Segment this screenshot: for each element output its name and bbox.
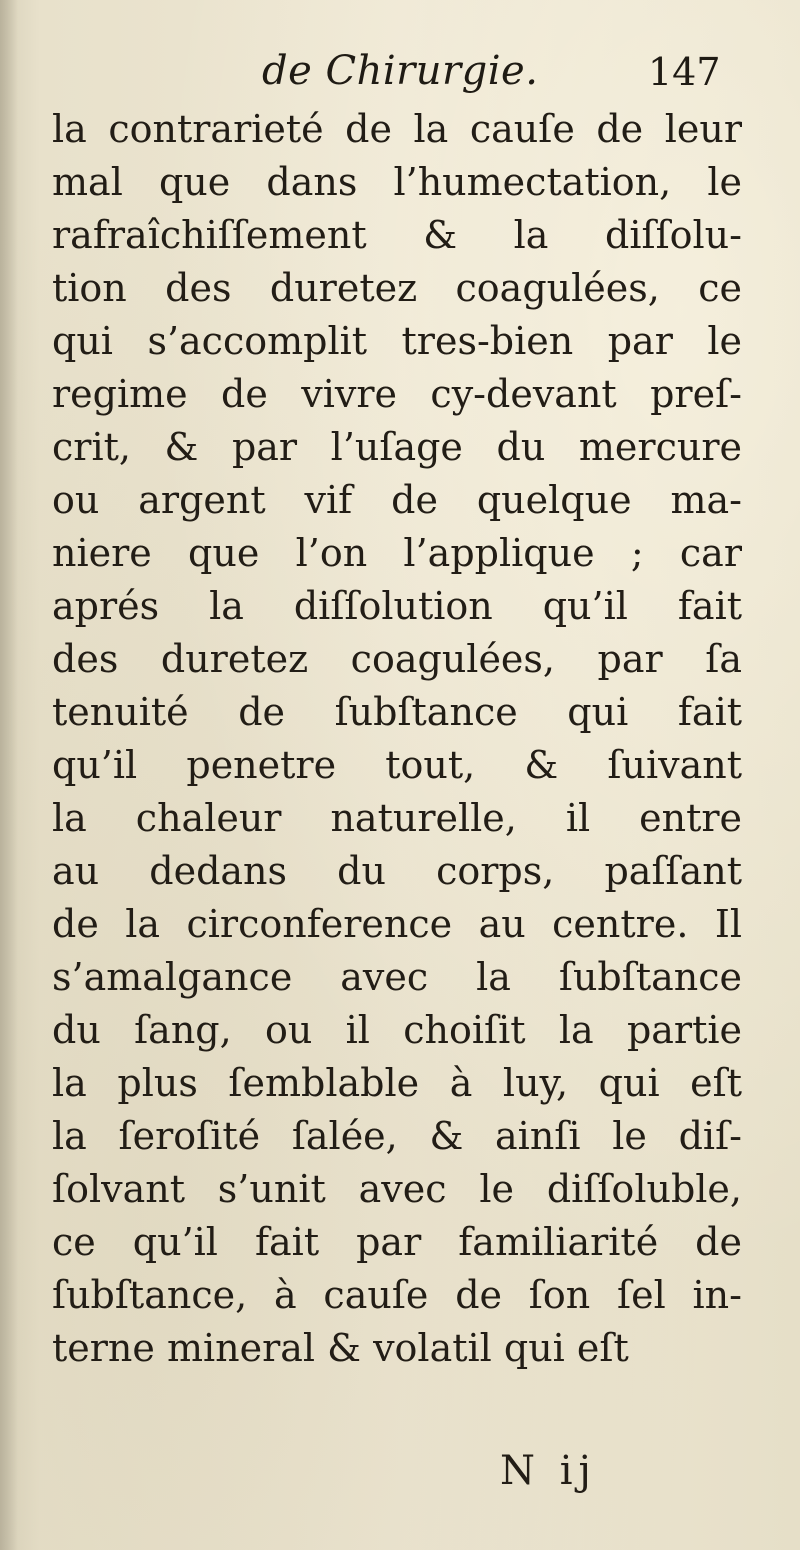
text-line: ce qu’il fait par familiarité de xyxy=(52,1220,742,1264)
text-line: ou argent vif de quelque ma- xyxy=(52,478,742,522)
text-line: rafraîchiſſement & la diſſolu- xyxy=(52,213,742,257)
text-line: terne mineral & volatil qui eſt xyxy=(52,1326,629,1370)
text-line: du ſang, ou il choiſit la partie xyxy=(52,1008,742,1052)
text-line: la contrarieté de la cauſe de leur xyxy=(52,107,742,151)
text-line: la chaleur naturelle, il entre xyxy=(52,796,742,840)
text-line: la plus ſemblable à luy, qui eſt xyxy=(52,1061,742,1105)
page-number: 147 xyxy=(648,50,721,94)
text-line: qu’il penetre tout, & ſuivant xyxy=(52,743,742,787)
text-line: de la circonference au centre. Il xyxy=(52,902,742,946)
text-line: mal que dans l’humectation, le xyxy=(52,160,742,204)
text-line: la ſeroſité ſalée, & ainſi le diſ- xyxy=(52,1114,742,1158)
body-text xyxy=(52,103,742,1375)
text-line: crit, & par l’uſage du mercure xyxy=(52,425,742,469)
text-line: des duretez coagulées, par ſa xyxy=(52,637,742,681)
gutter-shadow xyxy=(0,0,18,1550)
text-line: qui s’accomplit tres-bien par le xyxy=(52,319,742,363)
text-line: ſolvant s’unit avec le diſſoluble, xyxy=(52,1167,742,1211)
text-line: niere que l’on l’applique ; car xyxy=(52,531,742,575)
text-line: au dedans du corps, paſſant xyxy=(52,849,742,893)
text-line: tenuité de ſubſtance qui fait xyxy=(52,690,742,734)
signature-mark: N ij xyxy=(500,1448,597,1494)
running-title: de Chirurgie. xyxy=(262,48,539,94)
text-line: regime de vivre cy-devant preſ- xyxy=(52,372,742,416)
running-head xyxy=(0,48,800,98)
text-line: tion des duretez coagulées, ce xyxy=(52,266,742,310)
text-line: s’amalgance avec la ſubſtance xyxy=(52,955,742,999)
text-line: aprés la diſſolution qu’il fait xyxy=(52,584,742,628)
text-line: ſubſtance, à cauſe de ſon ſel in- xyxy=(52,1273,742,1317)
